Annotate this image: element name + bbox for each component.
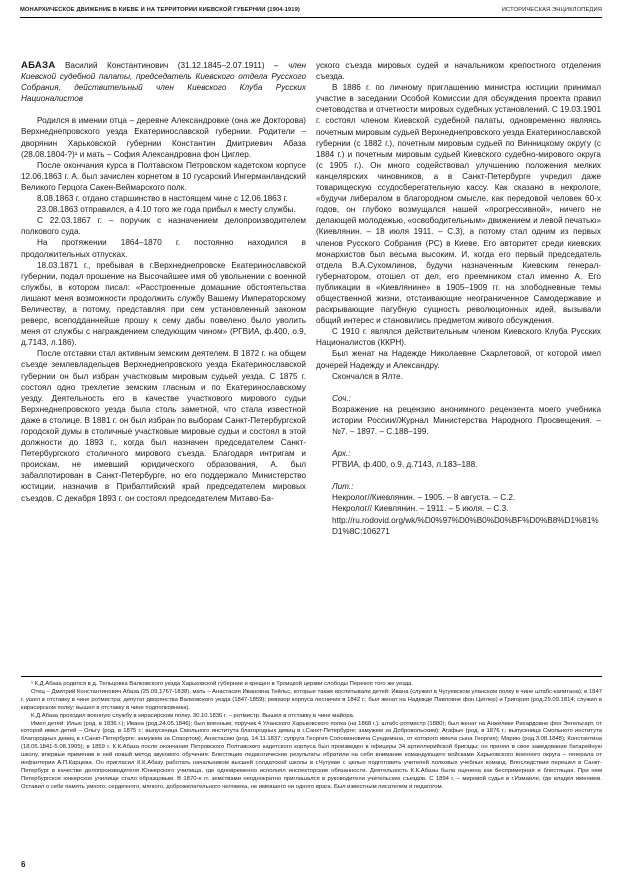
entry-surname: АБАЗА	[21, 60, 56, 71]
works-label: Соч.:	[332, 393, 351, 403]
paragraph: Скончался в Ялте.	[332, 371, 403, 381]
right-column	[316, 60, 601, 537]
footnote: Отец – Дмитрий Константинович Абаза (25.09.1767-1838), мать – Анастасия Ивановна Тейльс, которые также воспитывали детей: Ивана (служил в Чугуевском уланском полку в чине штабс-капитана); в 1847 г. ушел в отставку в чине ротмистра; депутат дворянства Валковского уезда (1847-1859); ревизор корпуса лесничих в 1842 г.; был женат на Надежде Павловне фон Циглер) и Григория (род.29.09.1814; служил в кирасирском полку; вышел в отставку в чине подполковника).	[21, 688, 602, 711]
footnotes	[21, 676, 602, 792]
entry-description: – член Киевской судебной палаты, председатель Киевского отдела Русского Собрания, действительный член Киевского Клуба Русских Националистов	[21, 61, 306, 104]
works-text: Возражение на рецензию анонимного рецензента моего учебника истории России//Журнал Министерства Народного Просвещения. – №7. – 1897. – С.188–199.	[332, 404, 601, 436]
archives-label: Арх.:	[332, 449, 351, 459]
paragraph: 23.08.1863 отправился, а 4.10 того же года прибыл к месту службы.	[37, 205, 296, 215]
paragraph: В 1886 г. по личному приглашению министра юстиции принимал участие в заседании Особой Комиссии для обсуждения проекта правил счетоводства и отчетности мировых судебных установлений. С 19.03.1901 г. состоял членом Киевской судебной палаты, одновременно являясь почетным мировым судьей Верхнеднепровского уезда Екатеринославской губернии (с 1882 г.), почетным мировым судьей по Винницкому округу (с 1884 г.) и почетным мировым судьей Киевского судебно-мирового округа (с 1905 г.). Он много содействовал улучшению положения мелких канцелярских чиновников, а в Санкт-Петербурге учредил даже товарищескую ссудосберегательную кассу. Как сказано в некрологе, «будучи либералом в благородном смысле, как передовой человек 60-х годов, он глубоко возмущался нашей «прогрессивной», ничего не делающей молодежью, «освободительным» движением и левой печатью» (Киевлянин. – 18 июля 1911. – С.3), а потому стал одним из первых членов Русского Собрания (РС) в Киеве. Его авторитет среди киевских монархистов был весьма высоким. И, когда его первый председатель отдела В.А.Сухомлинов, будучи назначенным Киевским генерал-губернатором, отошел от дел, его преемником стал именно А. Его публикации в «Киевлянине» в 1905–1909 гг. на злободневные темы общественной жизни, отстаивающие неограниченное Самодержавие и раскрывающие пагубную сущность революционных идей, вызывали общий интерес и становились предметом живого обсуждения.	[316, 83, 601, 326]
footnote: К.Д.Абаза проходил военную службу в кирасирском полку. 30.10.1836 г. – ротмистр. Вышел в отставку в чине майора.	[31, 712, 355, 719]
footnote: Имел детей: Илью (род. в 1836 г.); Ивана (род.24.05.1846); был военным; поручик 4 Уланского Харьковского полка (на 1868 г.); штабс-ротмистр (1880); был женат на Анжелике Рихардовне фон Энгельгарт, от которой имел детей – Ольгу (род. в 1875 г.; выпускница Смольного института благородных девиц в г.Санкт-Петербурге; замужем за Добровольским); Агафью (род. в 1876 г.; выпускница Смольного института благородных девиц в г.Санкт-Петербурге; замужем за Спаортом); Анастасию (род. 14.11.1837; супруга Георгия Соломоновича Сундемана, от которого имела сына Георгия); Марию (род.3.08.1848); Константина (18.05.1841-5.08.1905); в 1859 г. К.К.Абаза после окончания Петровского Полтавского кадетского корпуса был произведен в офицеры 34 артиллерийской бригады; он принял в свое заведование батарейную школу, впервые применив в ней новый метод звукового обучения. Блестящие педагогические результаты обратили на себя внимание командующего войсками Харьковского военного округа – генерала от инфантерии А.П.Карцева. Он пригласил К.К.Абазу работать начальником высшей солдатской школы в г.Чугуеве с целью подготовить учителей полковых учебных команд. Впоследствии перешел в Санкт-Петербург в качестве делопроизводителя Юнкерского училища, где одновременно исполнял инспекторские обязанности. Деятельность К.К.Абазы была оценена как беспримерная и блестящая. При нем Петербургское юнкерское училище стало образцовым. В 1870-е гг. земствами неоднократно приглашался в руководители учительских съездов. С 1894 г. – мировой судья в г.Измаиле, где владел имением. Оставил о себе память умного, сердечного, мягкого, доброжелательного человека, не имевшего ни одного врага. Был известным писателем и педагогом.	[21, 720, 602, 790]
running-header	[20, 6, 602, 18]
footnote: ¹ К.Д.Абаза родился в д. Тельцовка Валковского уезда Харьковской губернии и крещен в Троицкой церкви слободы Перекоп того же уезда.	[31, 681, 414, 687]
paragraph: С 22.03.1867 г. – поручик с назначением делопроизводителем полкового суда.	[21, 216, 306, 237]
paragraph: Был женат на Надежде Николаевне Скарлетовой, от которой имел дочерей Надежду и Александру.	[316, 349, 601, 370]
paragraph: После отставки стал активным земским деятелем. В 1872 г. на общем съезде землевладельцев Верхнеднепровского уезда Екатеринославской губернии он был избран участковым мировым судьей уезда. С 1875 г. состоял одно трехлетие земским гласным и по Екатеринославскому уезду. Деятельность его в качестве участкового мирового судьи Верхнеднепровского уезда была столь заметной, что стала известной даже в столице. В 1881 г. он был избран по выборам Санкт-Петербургской городской думы в столичные участковые мировые судьи и состоял в этой должности до 1893 г., когда был назначен председателем Санкт-Петербургского столичного мирового съезда. Благодаря интригам и проискам, не имевший юридического образования, А. был забаллотирован в Санкт-Петербурге, но его поддержало Министерство юстиции, назначив в Прибалтийский край председателем мировых съездов. С декабря 1893 г. он состоял председателем Митаво-Ба-	[21, 349, 306, 503]
paragraph: На протяжении 1864–1870 г. постоянно находился в продолжительных отпусках.	[21, 238, 306, 259]
literature-item: Некролог//Киевлянин. – 1905. – 8 августа. – С.2.	[332, 493, 516, 503]
literature-label: Лит.:	[332, 482, 354, 492]
literature-link[interactable]: http://ru.rodovid.org/wk/%D0%97%D0%B0%D0%BF%D0%B8%D1%81%D1%8C:106271	[332, 515, 599, 536]
header-title: МОНАРХИЧЕСКОЕ ДВИЖЕНИЕ В КИЕВЕ И НА ТЕРРИТОРИИ КИЕВСКОЙ ГУБЕРНИИ (1904-1919)	[20, 7, 300, 13]
header-series: ИСТОРИЧЕСКАЯ ЭНЦИКЛОПЕДИЯ	[501, 7, 602, 13]
page-number: 6	[21, 860, 26, 869]
entry-lead	[21, 60, 306, 104]
paragraph: Родился в имении отца – деревне Александровке (она же Докторова) Верхнеднепровского уезда Екатеринославской губернии. Родители – дворянин Харьковской губернии Константин Дмитриевич Абаза (28.08.1804-?)¹ и мать – София Александровна фон Циглер.	[21, 116, 306, 159]
paragraph: уского съезда мировых судей и начальником крепостного отделения съезда.	[316, 61, 601, 82]
entry-name: Василий Константинович (31.12.1845–2.07.1911)	[64, 61, 265, 70]
paragraph: С 1910 г. являлся действительным членом Киевского Клуба Русских Националистов (ККРН).	[316, 327, 601, 348]
left-column	[21, 60, 306, 504]
paragraph: 8.08.1863 г. отдано старшинство в настоящем чине с 12.06.1863 г.	[37, 194, 288, 204]
paragraph: После окончания курса в Полтавском Петровском кадетском корпусе 12.06.1863 г. А. был зачислен корнетом в 10 гусарский Ингерманландский Великого Герцога Сакен-Веймарского полк.	[21, 160, 306, 192]
archives-text: РГВИА, ф.400, о.9, д.7143, л.183–188.	[332, 460, 478, 470]
literature-item: Некролог// Киевлянин. – 1911. – 5 июля. – С.3.	[332, 504, 509, 514]
paragraph: 18.03.1871 г., пребывая в г.Верхнеднепровске Екатеринославской губернии, подал прошение на Высочайшее имя об увольнении с военной службы, в котором писал: «Расстроенные домашние обстоятельства лишают меня возможности продолжить службу Вашему Императорскому Величеству, а потому, представляя при сем установленный законом реверс, всеподданнейше прошу к сему дабы повелено было уволить меня от службы с награждением следующим чином» (РГВИА, ф.400, о.9, д.7143, л.186).	[21, 260, 306, 348]
